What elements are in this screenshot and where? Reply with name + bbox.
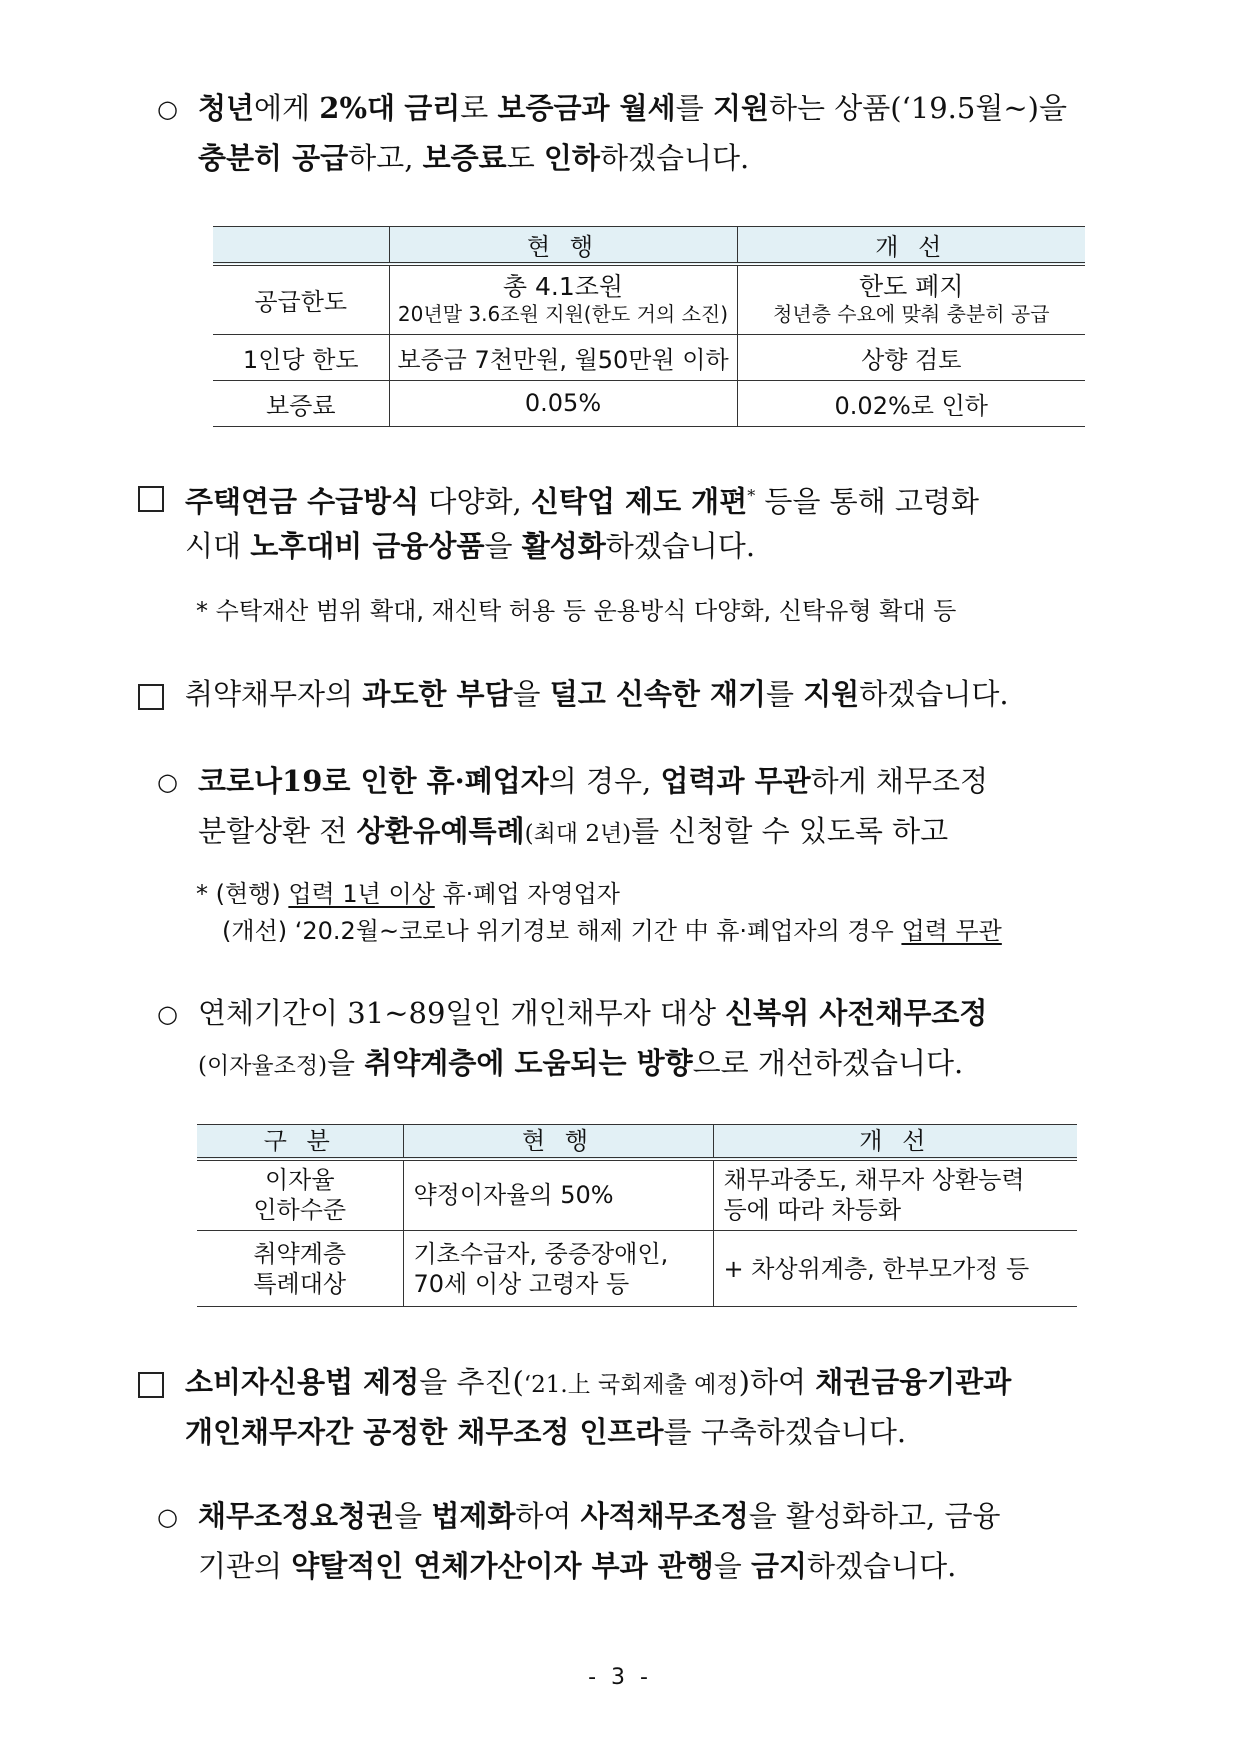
circle-bullet-icon: ○ bbox=[157, 768, 178, 796]
current-sub: 20년말 3.6조원 지원(한도 거의 소진) bbox=[397, 301, 729, 326]
improved-cell bbox=[737, 264, 1085, 334]
debt-adjustment-table bbox=[197, 1124, 1077, 1307]
circle-bullet-icon: ○ bbox=[157, 1000, 178, 1028]
improved-cell: 0.02%로 인하 bbox=[834, 391, 988, 420]
p1-line1: 청년에게 2%대 금리로 보증금과 월세를 지원하는 상품(‘19.5월~)을 bbox=[198, 91, 1067, 125]
p4-line1: 채무조정요청권을 법제화하여 사적채무조정을 활성화하고, 금융 bbox=[198, 1499, 1001, 1533]
s3-line: 취약채무자의 과도한 부담을 덜고 신속한 재기를 지원하겠습니다. bbox=[185, 677, 1009, 711]
table-row bbox=[213, 334, 1085, 380]
page-number: - 3 - bbox=[588, 1665, 652, 1690]
table-header-current: 현 행 bbox=[389, 227, 737, 265]
current-cell: 보증금 7천만원, 월50만원 이하 bbox=[389, 334, 737, 380]
s4-line2: 개인채무자간 공정한 채무조정 인프라를 구축하겠습니다. bbox=[185, 1415, 907, 1449]
p3b-line2: (이자율조정)을 취약계층에 도움되는 방향으로 개선하겠습니다. bbox=[198, 1046, 964, 1080]
current-cell: 기초수급자, 중증장애인, 70세 이상 고령자 등 bbox=[403, 1231, 713, 1307]
table-row bbox=[213, 264, 1085, 334]
p3b-line1: 연체기간이 31~89일인 개인채무자 대상 신복위 사전채무조정 bbox=[198, 996, 988, 1030]
current-cell: 0.05% bbox=[389, 380, 737, 426]
s2-line1: 주택연금 수급방식 다양화, 신탁업 제도 개편* 등을 통해 고령화 bbox=[185, 484, 979, 519]
improved-sub: 청년층 수요에 맞춰 충분히 공급 bbox=[772, 301, 1050, 326]
circle-bullet-icon: ○ bbox=[157, 95, 178, 123]
improved-cell: 채무과중도, 채무자 상환능력 등에 따라 차등화 bbox=[723, 1166, 1025, 1225]
improved-cell: + 차상위계층, 한부모가정 등 bbox=[723, 1254, 1030, 1283]
checkbox-square-icon bbox=[138, 684, 164, 710]
p3a-line1: 코로나19로 인한 휴·폐업자의 경우, 업력과 무관하게 채무조정 bbox=[198, 764, 988, 798]
table-row bbox=[197, 1159, 1077, 1231]
s4-line1: 소비자신용법 제정을 추진(‘21.上 국회제출 예정)하여 채권금융기관과 bbox=[185, 1365, 1012, 1399]
table-header-row bbox=[197, 1125, 1077, 1159]
p3a-note-current: * (현행) 업력 1년 이상 휴·폐업 자영업자 bbox=[196, 880, 620, 908]
row-label: 1인당 한도 bbox=[213, 334, 389, 380]
s2-footnote: * 수탁재산 범위 확대, 재신탁 허용 등 운용방식 다양화, 신탁유형 확대 등 bbox=[196, 597, 957, 625]
table-header-blank bbox=[213, 227, 389, 265]
checkbox-square-icon bbox=[138, 486, 164, 512]
circle-bullet-icon: ○ bbox=[157, 1503, 178, 1531]
youth-guarantee-table bbox=[213, 226, 1085, 427]
table-row bbox=[213, 380, 1085, 426]
current-cell bbox=[389, 264, 737, 334]
table-header-category: 구 분 bbox=[197, 1125, 403, 1159]
table-header-improved: 개 선 bbox=[875, 233, 948, 261]
p4-line2: 기관의 약탈적인 연체가산이자 부과 관행을 금지하겠습니다. bbox=[198, 1549, 957, 1583]
improved-cell: 상향 검토 bbox=[861, 345, 962, 374]
row-label: 공급한도 bbox=[213, 264, 389, 334]
improved-main: 한도 폐지 bbox=[858, 271, 964, 301]
table-header-improved: 개 선 bbox=[859, 1126, 932, 1155]
table-header-row bbox=[213, 227, 1085, 265]
current-cell: 약정이자율의 50% bbox=[403, 1159, 713, 1231]
p3a-line2: 분할상환 전 상환유예특례(최대 2년)를 신청할 수 있도록 하고 bbox=[198, 814, 949, 848]
table-row bbox=[197, 1231, 1077, 1307]
current-main: 총 4.1조원 bbox=[502, 271, 624, 301]
p3a-note-improved: (개선) ‘20.2월~코로나 위기경보 해제 기간 中 휴·폐업자의 경우 업력 무관 bbox=[222, 917, 1002, 945]
table-header-current: 현 행 bbox=[403, 1125, 713, 1159]
checkbox-square-icon bbox=[138, 1372, 164, 1398]
s2-line2: 시대 노후대비 금융상품을 활성화하겠습니다. bbox=[185, 529, 756, 563]
row-label: 보증료 bbox=[213, 380, 389, 426]
p1-line2: 충분히 공급하고, 보증료도 인하하겠습니다. bbox=[198, 141, 750, 175]
row-label: 이자율 인하수준 bbox=[197, 1159, 403, 1231]
row-label: 취약계층 특례대상 bbox=[197, 1231, 403, 1307]
